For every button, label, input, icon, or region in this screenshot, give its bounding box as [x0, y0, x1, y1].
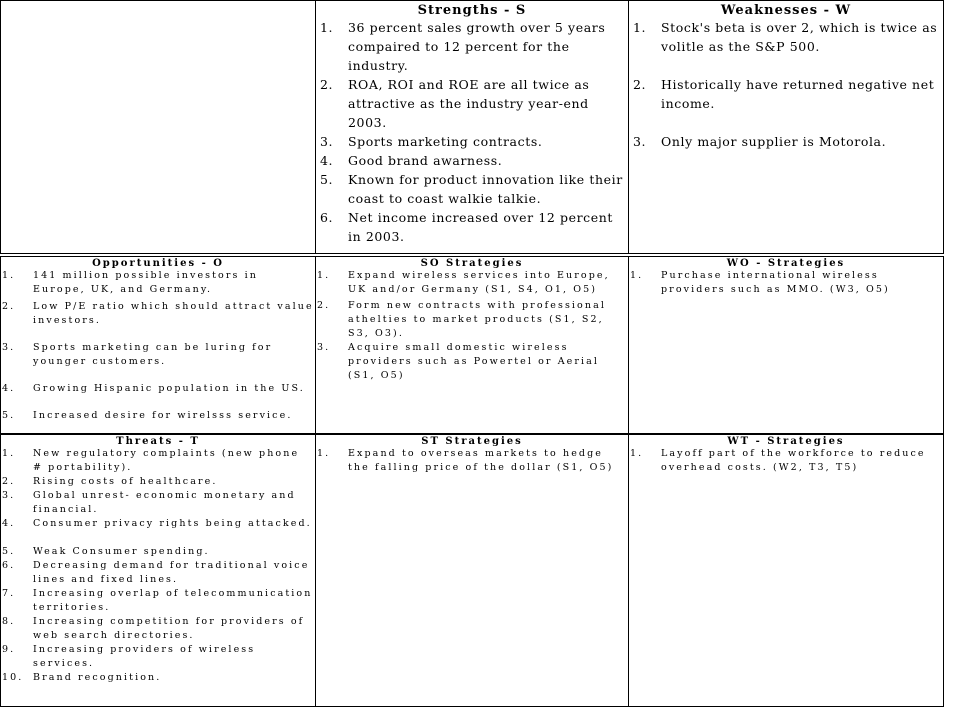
weaknesses-cell — [628, 0, 944, 254]
wt-strategies-list — [629, 447, 943, 475]
list-item: 3. Sports marketing contracts. — [320, 134, 543, 149]
list-item: 3. Global unrest- economic monetary and financial. — [2, 490, 296, 515]
so-strategies-list — [316, 269, 628, 383]
st-strategies-cell — [315, 434, 629, 707]
list-item: 1. Purchase international wireless providers such as MMO. (W3, O5) — [630, 270, 890, 295]
weaknesses-list — [629, 18, 943, 151]
list-item: 1. New regulatory complaints (new phone # portability). — [2, 448, 300, 473]
list-item: 1. Expand to overseas markets to hedge the falling price of the dollar (S1, O5) — [317, 448, 614, 473]
strengths-header: Strengths - S — [417, 3, 527, 18]
list-item: 2. Form new contracts with professional athelties to market products (S1, S2, S3, O3). — [317, 300, 607, 339]
list-item: 4. Growing Hispanic population in the US. — [2, 383, 305, 394]
opportunities-cell — [0, 256, 316, 434]
list-item: 1. 141 million possible investors in Europe, UK, and Germany. — [2, 270, 258, 295]
strengths-cell — [315, 0, 629, 254]
weaknesses-header: Weaknesses - W — [720, 3, 852, 18]
list-item: 2. ROA, ROI and ROE are all twice as attractive as the industry year-end 2003. — [320, 77, 590, 130]
list-item: 5. Increased desire for wirelsss service. — [2, 410, 293, 421]
opportunities-list — [1, 269, 315, 423]
list-item: 8. Increasing competition for providers of web search directories. — [2, 616, 305, 641]
wo-strategies-header: WO - Strategies — [726, 258, 846, 269]
list-item: 9. Increasing providers of wireless services. — [2, 644, 256, 669]
list-item: 2. Historically have returned negative net income. — [633, 77, 935, 111]
so-strategies-cell — [315, 256, 629, 434]
list-item: 2. Rising costs of healthcare. — [2, 476, 218, 487]
list-item: 1. 36 percent sales growth over 5 years compaired to 12 percent for the industry. — [320, 20, 606, 73]
st-strategies-list — [316, 447, 628, 475]
list-item: 1. Stock's beta is over 2, which is twice as volitle as the S&P 500. — [633, 20, 938, 54]
threats-header: Threats - T — [116, 436, 200, 447]
list-item: 6. Decreasing demand for traditional voice lines and fixed lines. — [2, 560, 310, 585]
list-item: 3. Only major supplier is Motorola. — [633, 134, 887, 149]
list-item: 1. Layoff part of the workforce to reduce overhead costs. (W2, T3, T5) — [630, 448, 926, 473]
list-item: 4. Consumer privacy rights being attacked. — [2, 518, 312, 529]
threats-cell — [0, 434, 316, 707]
strengths-list — [316, 18, 628, 246]
list-item: 5. Weak Consumer spending. — [2, 546, 210, 557]
threats-list — [1, 447, 315, 685]
so-strategies-header: SO Strategies — [420, 258, 524, 269]
wo-strategies-cell — [628, 256, 944, 434]
list-item: 1. Expand wireless services into Europe, UK and/or Germany (S1, S4, O1, O5) — [317, 270, 610, 295]
wo-strategies-list — [629, 269, 943, 297]
list-item: 10. Brand recognition. — [2, 672, 162, 683]
wt-strategies-cell — [628, 434, 944, 707]
empty-corner-cell — [0, 0, 316, 254]
list-item: 3. Acquire small domestic wireless providers such as Powertel or Aerial (S1, O5) — [317, 342, 600, 381]
wt-strategies-header: WT - Strategies — [727, 436, 845, 447]
list-item: 5. Known for product innovation like their coast to coast walkie talkie. — [320, 172, 623, 206]
list-item: 2. Low P/E ratio which should attract value investors. — [2, 301, 314, 326]
st-strategies-header: ST Strategies — [421, 436, 523, 447]
list-item: 6. Net income increased over 12 percent in 2003. — [320, 210, 614, 244]
list-item: 7. Increasing overlap of telecommunication territories. — [2, 588, 313, 613]
list-item: 3. Sports marketing can be luring for younger customers. — [2, 342, 273, 367]
opportunities-header: Opportunities - O — [92, 258, 224, 269]
list-item: 4. Good brand awarness. — [320, 153, 503, 168]
